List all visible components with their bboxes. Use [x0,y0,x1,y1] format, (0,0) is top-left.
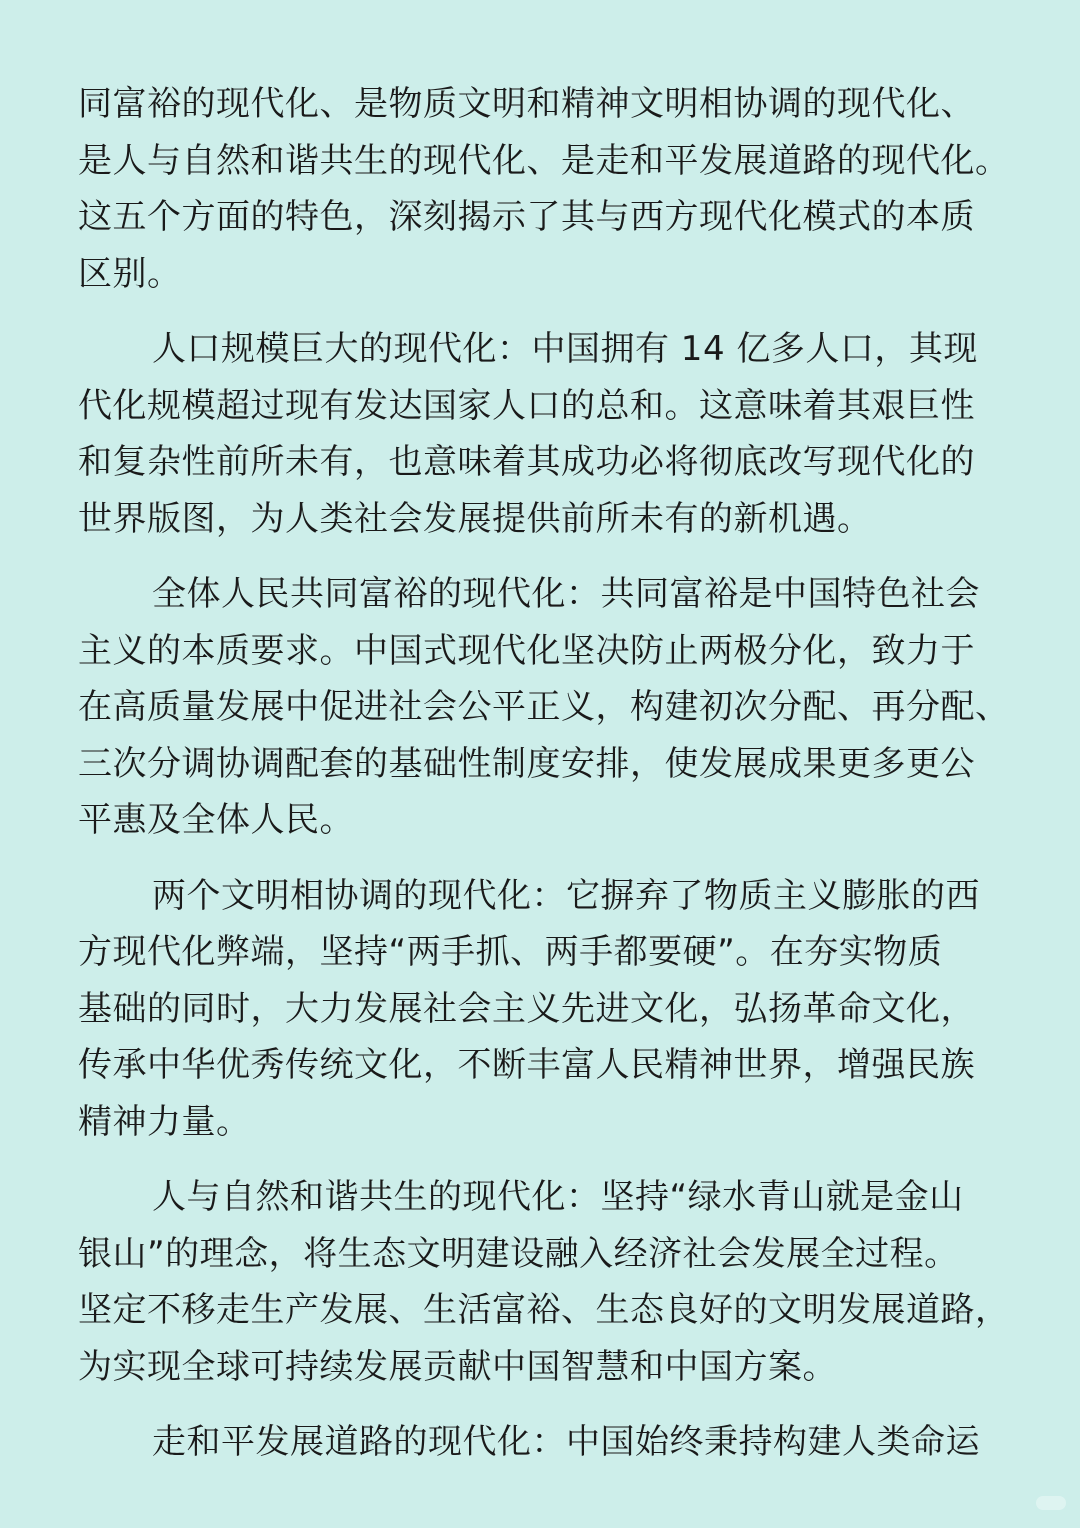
text-line: 传承中华优秀传统文化，不断丰富人民精神世界，增强民族 [78,1045,975,1085]
paragraph-harmony-with-nature [78,1169,1008,1395]
text-line: 银山”的理念，将生态文明建设融入经济社会发展全过程。 [78,1233,959,1274]
text-line: 人与自然和谐共生的现代化：坚持“绿水青山就是金山 [152,1177,964,1217]
text-line: 坚定不移走生产发展、生活富裕、生态良好的文明发展道路， [78,1290,1010,1330]
text-line: 全体人民共同富裕的现代化：共同富裕是中国特色社会 [152,574,980,614]
text-line: 为实现全球可持续发展贡献中国智慧和中国方案。 [78,1346,837,1387]
text-line: 精神力量。 [78,1101,251,1142]
article-body [78,76,1008,1490]
text-line: 基础的同时，大力发展社会主义先进文化，弘扬革命文化， [78,988,975,1029]
text-line: 走和平发展道路的现代化：中国始终秉持构建人类命运 [152,1422,980,1462]
text-line: 和复杂性前所未有，也意味着其成功必将彻底改写现代化的 [78,442,975,482]
paragraph-common-prosperity [78,566,1008,849]
text-line: 代化规模超过现有发达国家人口的总和。这意味着其艰巨性 [78,385,975,426]
paragraph-peaceful-development [78,1414,1008,1471]
text-line: 在高质量发展中促进社会公平正义，构建初次分配、再分配、 [78,687,1010,727]
text-line: 世界版图，为人类社会发展提供前所未有的新机遇。 [78,498,872,539]
text-line: 区别。 [78,253,182,294]
text-line: 这五个方面的特色，深刻揭示了其与西方现代化模式的本质 [78,197,975,237]
text-line: 三次分调协调配套的基础性制度安排，使发展成果更多更公 [78,743,975,784]
text-line: 人口规模巨大的现代化：中国拥有 14 亿多人口，其现 [152,329,978,369]
corner-watermark [1036,1496,1066,1510]
text-line: 主义的本质要求。中国式现代化坚决防止两极分化，致力于 [78,630,975,671]
text-line: 同富裕的现代化、是物质文明和精神文明相协调的现代化、 [78,84,975,124]
paragraph-population-scale [78,321,1008,547]
text-line: 两个文明相协调的现代化：它摒弃了物质主义膨胀的西 [152,875,980,916]
paragraph-two-civilizations [78,868,1008,1151]
paragraph-intro-continued [78,76,1008,302]
text-line: 方现代化弊端，坚持“两手抓、两手都要硬”。在夯实物质 [78,932,943,972]
text-line: 是人与自然和谐共生的现代化、是走和平发展道路的现代化。 [78,140,1010,181]
text-line: 平惠及全体人民。 [78,800,354,840]
